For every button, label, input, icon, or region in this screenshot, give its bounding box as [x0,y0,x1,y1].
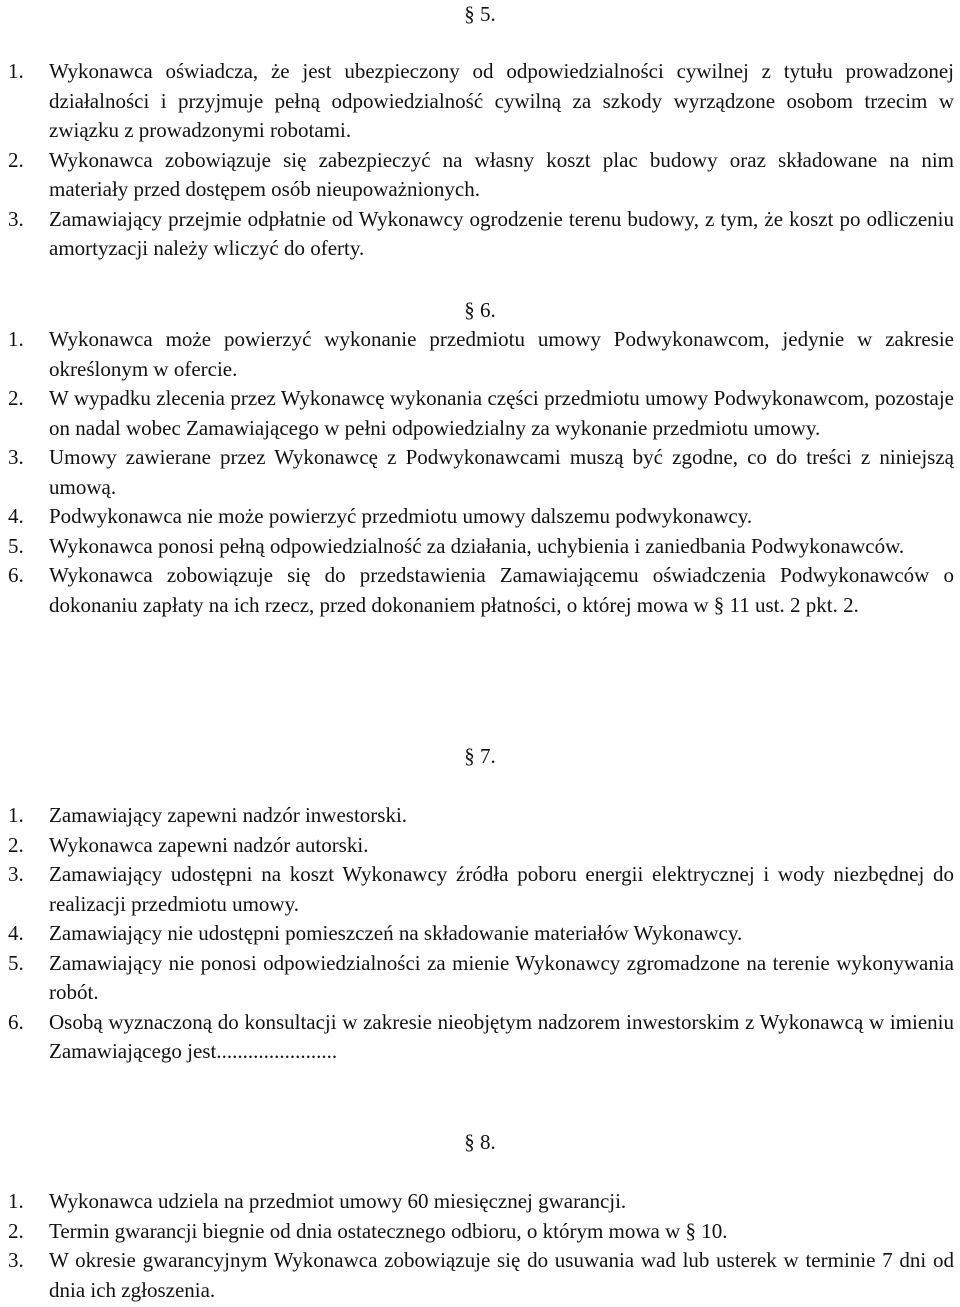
list-item: 5. Wykonawca ponosi pełną odpowiedzialność za działania, uchybienia i zaniedbania Podwykonawców. [8,533,905,558]
section-heading-5: § 5. [464,2,496,26]
list-item: 4. Zamawiający nie udostępni pomieszczeń na składowanie materiałów Wykonawcy. [8,921,743,945]
list-item: 3. Zamawiający przejmie odpłatnie od Wykonawcy ogrodzenie terenu budowy, z tym, że koszt po odliczeniu amortyzacji należy wliczyć do oferty. [8,206,954,260]
list-item: 6. Wykonawca zobowiązuje się do przedstawienia Zamawiającemu oświadczenia Podwykonawców o dokonaniu zapłaty na ich rzecz, przed dokonaniem płatności, o której mowa w § 11 ust. 2 pkt. 2. [8,563,954,617]
list-item: 2. Wykonawca zapewni nadzór autorski. [8,832,369,857]
list-item: 2. W wypadku zlecenia przez Wykonawcę wykonania części przedmiotu umowy Podwykonawcom, pozostaje on nadal wobec Zamawiającego w pełni odpowiedzialny za wykonanie przedmiotu umowy. [8,386,954,440]
list-item: 1. Zamawiający zapewni nadzór inwestorski. [8,803,408,827]
list-item: 6. Osobą wyznaczoną do konsultacji w zakresie nieobjętym nadzorem inwestorskim z Wykonawcą w imieniu Zamawiającego jest....................... [8,1009,954,1063]
list-item: 3. W okresie gwarancyjnym Wykonawca zobowiązuje się do usuwania wad lub usterek w terminie 7 dni od dnia ich zgłoszenia. [8,1248,954,1302]
section-8-list [8,1187,954,1305]
list-item: 1. Wykonawca oświadcza, że jest ubezpieczony od odpowiedzialności cywilnej z tytułu prowadzonej działalności i przyjmuje pełną odpowiedzialność cywilną za szkody wyrządzone osobom trzecim w związku z prowadzonymi robotami. [8,59,954,142]
list-item: 5. Zamawiający nie ponosi odpowiedzialności za mienie Wykonawcy zgromadzone na terenie wykonywania robót. [8,950,954,1004]
list-item: 2. Wykonawca zobowiązuje się zabezpieczyć na własny koszt plac budowy oraz składowane na nim materiały przed dostępem osób nieupoważnionych. [8,147,954,201]
list-item: 1. Wykonawca może powierzyć wykonanie przedmiotu umowy Podwykonawcom, jedynie w zakresie określonym w ofercie. [8,327,954,381]
section-6-list [8,325,954,620]
list-item: 4. Podwykonawca nie może powierzyć przedmiotu umowy dalszemu podwykonawcy. [8,504,753,528]
list-item: 3. Zamawiający udostępni na koszt Wykonawcy źródła poboru energii elektrycznej i wody niezbędnej do realizacji przedmiotu umowy. [8,862,954,916]
section-heading-6: § 6. [464,298,496,322]
list-item: 2. Termin gwarancji biegnie od dnia ostatecznego odbioru, o którym mowa w § 10. [8,1218,728,1243]
list-item: 3. Umowy zawierane przez Wykonawcę z Podwykonawcami muszą być zgodne, co do treści z niniejszą umową. [8,445,954,499]
section-7-list [8,801,954,1067]
section-heading-7: § 7. [464,744,496,768]
list-item: 1. Wykonawca udziela na przedmiot umowy 60 miesięcznej gwarancji. [8,1189,627,1213]
section-heading-8: § 8. [464,1130,496,1154]
section-5-list [8,57,954,264]
